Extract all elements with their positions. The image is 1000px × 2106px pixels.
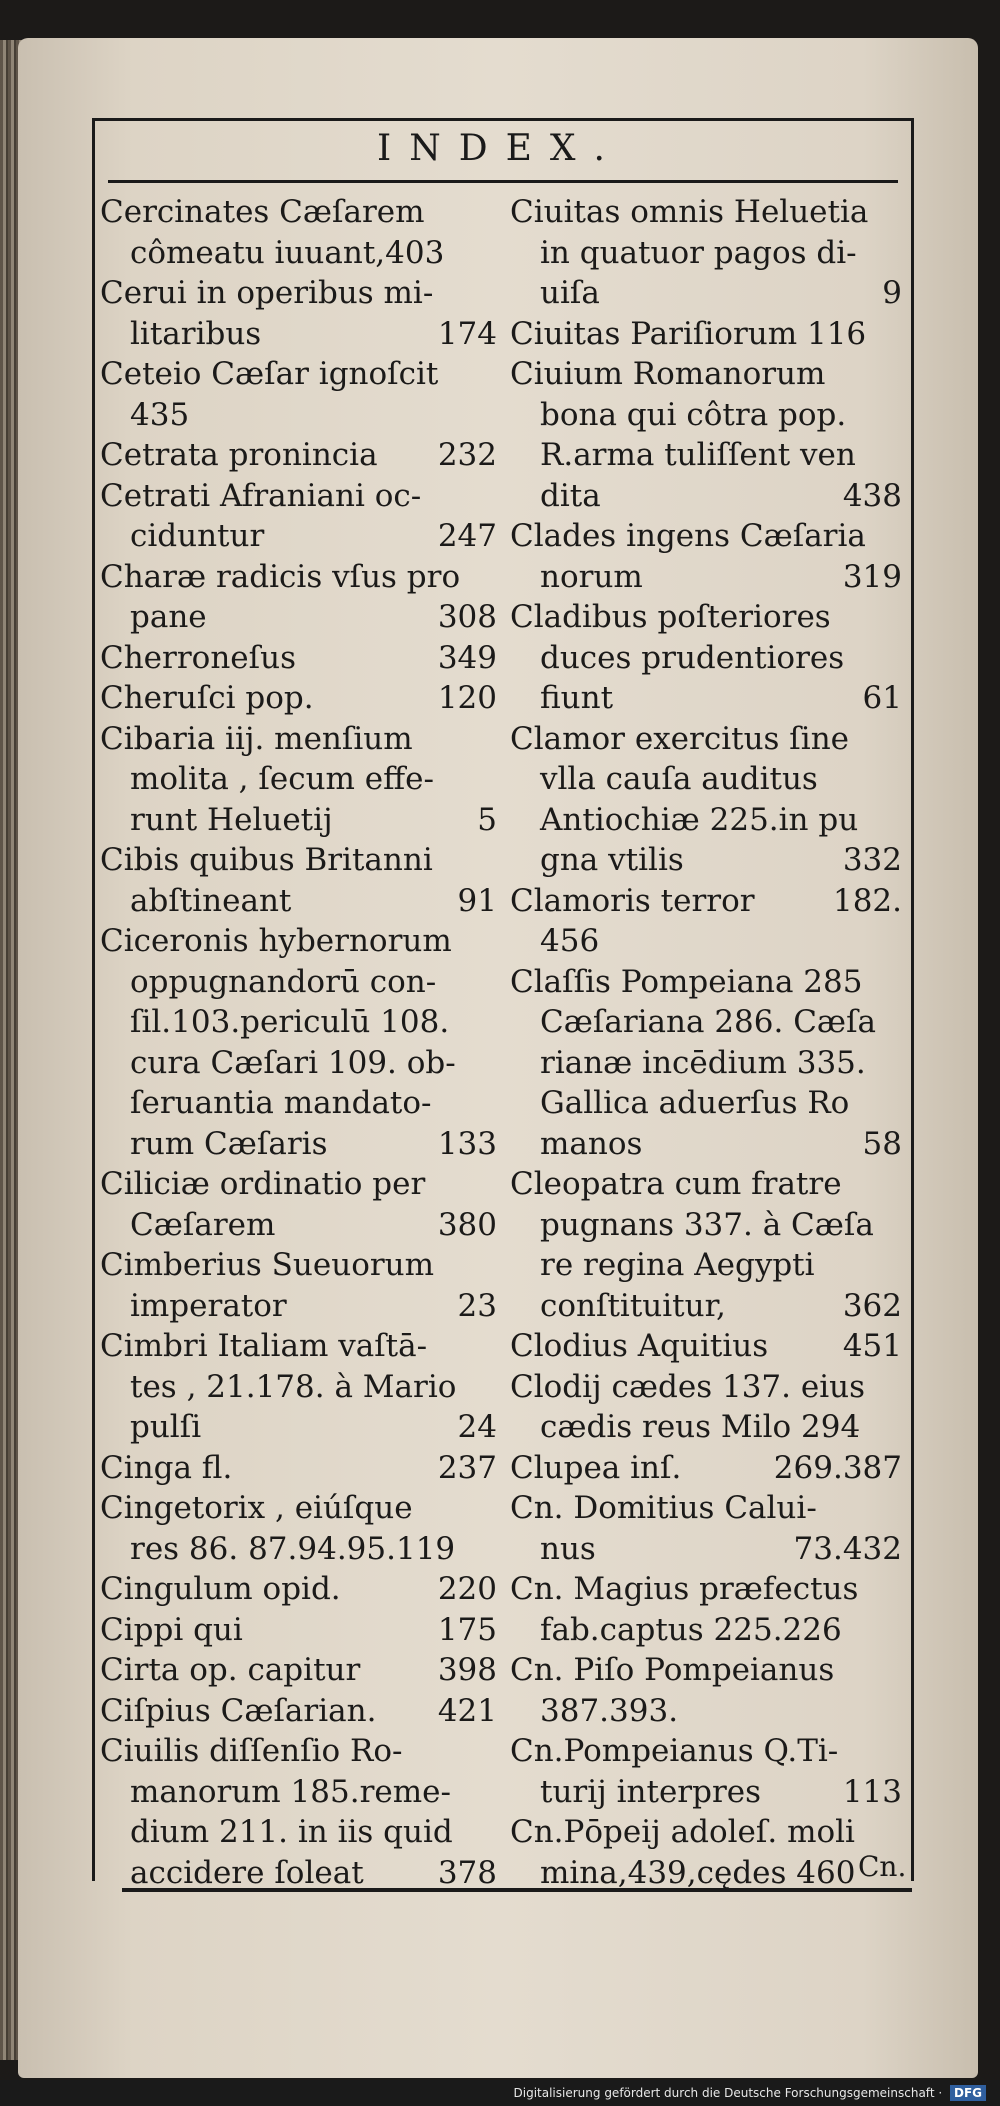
index-entry-line	[100, 719, 505, 760]
entry-text: 456	[540, 923, 600, 959]
entry-text: Cimbri Italiam vaſtā-	[100, 1328, 428, 1364]
index-entry-line	[510, 597, 910, 638]
index-entry-line	[100, 678, 505, 719]
entry-text: rum Cæſaris	[130, 1125, 328, 1162]
entry-page-number: 398	[437, 1652, 497, 1688]
index-entry-line	[510, 1448, 910, 1489]
index-entry-line	[510, 1043, 910, 1084]
entry-text: gna vtilis	[540, 842, 684, 878]
index-entry-line	[100, 1650, 505, 1691]
entry-text: Clamoris terror	[510, 882, 755, 919]
index-entry-line	[510, 1853, 910, 1894]
entry-page-number: 438	[842, 477, 902, 514]
index-entry-line	[100, 962, 505, 1003]
index-entry-line	[510, 962, 910, 1003]
index-entry-line	[100, 395, 505, 436]
index-entry-line	[100, 759, 505, 800]
index-entry-line	[100, 1407, 505, 1448]
entry-text: Gallica aduerſus Ro	[540, 1085, 850, 1121]
index-entry-line	[100, 476, 505, 517]
entry-text: Charæ radicis vſus pro	[100, 558, 461, 595]
index-entry-line	[510, 1286, 910, 1327]
entry-page-number: 308	[437, 599, 497, 635]
index-entry-line	[510, 1407, 910, 1448]
index-entry-line	[510, 1569, 910, 1610]
entry-text: fab.captus 225.226	[540, 1611, 842, 1648]
entry-text: Cirta op. capitur	[100, 1652, 361, 1688]
entry-page-number: 133	[437, 1125, 497, 1162]
index-entry-line	[100, 233, 505, 274]
entry-text: Cn.Pōpeij adoleſ. moli	[510, 1814, 855, 1850]
index-entry-line	[100, 273, 505, 314]
index-entry-line	[100, 921, 505, 962]
index-entry-line	[510, 435, 910, 476]
index-entry-line	[510, 719, 910, 760]
index-entry-line	[100, 1245, 505, 1286]
entry-text: dium 211. in iis quid	[130, 1814, 453, 1850]
entry-text: Cingetorix , eiúſque	[100, 1490, 413, 1526]
entry-text: Cibaria iij. menſium	[100, 720, 413, 757]
index-column-right	[510, 192, 910, 1893]
entry-page-number: 91	[457, 882, 497, 919]
entry-text: mina,439,cędes 460	[540, 1854, 856, 1891]
index-entry-line	[510, 192, 910, 233]
entry-text: Cheruſci pop.	[100, 680, 314, 716]
entry-page-number: 332	[842, 842, 902, 878]
entry-text: 387.393.	[540, 1692, 679, 1729]
entry-text: Ciuitas Pariſiorum 116	[510, 315, 867, 352]
entry-text: pane	[130, 599, 207, 635]
entry-text: fiunt	[540, 680, 614, 716]
index-column-left	[100, 192, 505, 1893]
entry-text: uiſa	[540, 275, 600, 311]
entry-page-number: 120	[437, 680, 497, 716]
entry-text: oppugnandorū con-	[130, 963, 437, 1000]
page-title: INDEX.	[377, 128, 623, 169]
index-entry-line	[100, 1853, 505, 1894]
entry-page-number: 319	[842, 558, 902, 595]
entry-text: Cherroneſus	[100, 639, 296, 676]
entry-text: in quatuor pagos di-	[540, 234, 857, 271]
header-rule	[108, 180, 898, 183]
entry-text: cura Cæſari 109. ob-	[130, 1044, 456, 1081]
index-entry-line	[100, 1124, 505, 1165]
entry-text: Cingulum opid.	[100, 1571, 341, 1607]
dfg-logo: DFG	[950, 2085, 986, 2101]
index-entry-line	[510, 1529, 910, 1570]
entry-text: Cn. Piſo Pompeianus	[510, 1652, 835, 1688]
index-entry-line	[100, 1569, 505, 1610]
index-entry-line	[510, 1245, 910, 1286]
entry-text: Cippi qui	[100, 1611, 243, 1648]
entry-page-number: 451	[842, 1328, 902, 1364]
index-entry-line	[510, 1610, 910, 1651]
entry-text: Cimberius Sueuorum	[100, 1247, 435, 1283]
entry-text: Clodius Aquitius	[510, 1328, 769, 1364]
entry-page-number: 349	[437, 639, 497, 676]
index-entry-line	[100, 1083, 505, 1124]
entry-text: Cinga fl.	[100, 1449, 233, 1486]
index-entry-line	[510, 1488, 910, 1529]
entry-page-number: 220	[437, 1571, 497, 1607]
entry-text: Ciuium Romanorum	[510, 356, 826, 392]
entry-page-number: 23	[457, 1287, 497, 1324]
entry-page-number: 5	[477, 801, 497, 838]
index-entry-line	[100, 557, 505, 598]
entry-page-number: 175	[437, 1611, 497, 1648]
entry-text: Cæſarem	[130, 1206, 276, 1243]
entry-page-number: 237	[437, 1449, 497, 1486]
index-entry-line	[510, 1731, 910, 1772]
index-entry-line	[510, 1164, 910, 1205]
index-entry-line	[510, 840, 910, 881]
entry-text: Clupea inſ.	[510, 1449, 682, 1486]
entry-text: runt Heluetij	[130, 801, 333, 838]
entry-text: Cerui in operibus mi-	[100, 275, 434, 311]
index-entry-line	[100, 800, 505, 841]
entry-text: dita	[540, 477, 601, 514]
index-entry-line	[100, 314, 505, 355]
entry-text: Ciuilis diſſenſio Ro-	[100, 1733, 403, 1769]
index-entry-line	[510, 1326, 910, 1367]
index-entry-line	[100, 516, 505, 557]
index-entry-line	[100, 1448, 505, 1489]
entry-text: vlla cauſa auditus	[540, 761, 818, 797]
entry-text: Ciuitas omnis Heluetia	[510, 194, 869, 230]
entry-text: nus	[540, 1530, 596, 1567]
index-entry-line	[100, 1164, 505, 1205]
entry-text: turij interpres	[540, 1773, 762, 1810]
index-entry-line	[100, 192, 505, 233]
index-entry-line	[510, 1367, 910, 1408]
footer-bar	[0, 2080, 1000, 2106]
index-entry-line	[510, 476, 910, 517]
entry-text: Antiochiæ 225.in pu	[540, 801, 859, 838]
index-entry-line	[100, 1691, 505, 1732]
entry-page-number: 362	[842, 1287, 902, 1324]
entry-text: Cercinates Cæſarem	[100, 194, 425, 230]
entry-text: 435	[130, 396, 190, 433]
entry-page-number: 73.432	[793, 1530, 902, 1567]
entry-page-number: 421	[437, 1692, 497, 1729]
entry-text: Cetrata pronincia	[100, 437, 378, 473]
index-entry-line	[100, 1488, 505, 1529]
index-entry-line	[510, 516, 910, 557]
entry-text: Clamor exercitus ſine	[510, 720, 850, 757]
index-entry-line	[510, 800, 910, 841]
entry-page-number: 174	[437, 315, 497, 352]
entry-text: Cn. Domitius Calui-	[510, 1490, 817, 1526]
index-entry-line	[510, 921, 910, 962]
entry-page-number: 182.	[832, 882, 902, 919]
entry-text: Cæſariana 286. Cæſa	[540, 1004, 877, 1040]
index-entry-line	[100, 1043, 505, 1084]
index-entry-line	[510, 557, 910, 598]
index-entry-line	[510, 354, 910, 395]
index-entry-line	[100, 435, 505, 476]
entry-page-number: 232	[437, 437, 497, 473]
index-entry-line	[510, 273, 910, 314]
index-entry-line	[510, 1083, 910, 1124]
entry-page-number: 269.387	[773, 1449, 902, 1486]
entry-page-number: 24	[457, 1409, 497, 1445]
entry-text: ciduntur	[130, 518, 265, 554]
index-entry-line	[100, 597, 505, 638]
index-entry-line	[100, 1286, 505, 1327]
entry-text: litaribus	[130, 315, 262, 352]
entry-text: ſil.103.periculū 108.	[130, 1004, 450, 1040]
entry-text: tes , 21.178. à Mario	[130, 1368, 457, 1405]
entry-text: cômeatu iuuant,403	[130, 234, 445, 271]
entry-text: Cibis quibus Britanni	[100, 842, 433, 878]
entry-text: bona qui côtra pop.	[540, 396, 847, 433]
index-entry-line	[100, 638, 505, 679]
entry-text: Ciceronis hybernorum	[100, 923, 452, 959]
entry-text: cædis reus Milo 294	[540, 1409, 861, 1445]
entry-text: Claſſis Pompeiana 285	[510, 963, 863, 1000]
entry-text: Cn.Pompeianus Q.Ti-	[510, 1733, 839, 1769]
entry-text: manorum 185.reme-	[130, 1773, 451, 1810]
entry-text: Cn. Magius præfectus	[510, 1571, 859, 1607]
index-entry-line	[510, 1812, 910, 1853]
entry-page-number: 61	[862, 680, 902, 716]
entry-text: duces prudentiores	[540, 639, 845, 676]
entry-text: ſeruantia mandato-	[130, 1085, 432, 1121]
index-entry-line	[510, 678, 910, 719]
entry-text: pugnans 337. à Cæſa	[540, 1206, 874, 1243]
entry-text: accidere ſoleat	[130, 1854, 364, 1891]
footer-text: Digitalisierung gefördert durch die Deutsche Forschungsgemeinschaft ·	[513, 2086, 943, 2100]
index-entry-line	[510, 1124, 910, 1165]
index-entry-line	[510, 233, 910, 274]
entry-page-number: 113	[842, 1773, 902, 1810]
index-entry-line	[100, 1812, 505, 1853]
entry-text: Cladibus poſteriores	[510, 599, 831, 635]
index-entry-line	[100, 354, 505, 395]
entry-text: res 86. 87.94.95.119	[130, 1530, 456, 1567]
entry-text: pulſi	[130, 1409, 202, 1445]
entry-text: norum	[540, 558, 643, 595]
entry-text: Cetrati Afraniani oc-	[100, 477, 422, 514]
entry-text: molita , ſecum effe-	[130, 761, 434, 797]
index-entry-line	[510, 1650, 910, 1691]
entry-page-number: 58	[862, 1125, 902, 1162]
index-entry-line	[510, 1772, 910, 1813]
entry-text: Ceteio Cæſar ignoſcit	[100, 356, 439, 392]
index-entry-line	[100, 1610, 505, 1651]
index-entry-line	[100, 1205, 505, 1246]
index-entry-line	[510, 881, 910, 922]
entry-page-number: 378	[437, 1854, 497, 1891]
entry-text: re regina Aegypti	[540, 1247, 815, 1283]
index-entry-line	[510, 638, 910, 679]
entry-page-number: 247	[437, 518, 497, 554]
index-entry-line	[100, 1529, 505, 1570]
index-entry-line	[100, 1002, 505, 1043]
index-entry-line	[100, 1326, 505, 1367]
index-entry-line	[100, 881, 505, 922]
catchword: Cn.	[858, 1850, 907, 1883]
entry-text: abſtineant	[130, 882, 292, 919]
entry-text: conſtituitur,	[540, 1287, 726, 1324]
index-entry-line	[510, 759, 910, 800]
index-entry-line	[100, 840, 505, 881]
index-entry-line	[510, 395, 910, 436]
entry-text: Ciſpius Cæſarian.	[100, 1692, 377, 1729]
index-entry-line	[510, 1205, 910, 1246]
entry-text: Cleopatra cum fratre	[510, 1166, 842, 1202]
entry-text: rianæ incēdium 335.	[540, 1044, 866, 1081]
entry-text: imperator	[130, 1287, 287, 1324]
entry-text: Clodij cædes 137. eius	[510, 1368, 865, 1405]
index-entry-line	[510, 1691, 910, 1732]
index-entry-line	[100, 1772, 505, 1813]
entry-text: Ciliciæ ordinatio per	[100, 1166, 426, 1202]
entry-text: R.arma tuliſſent ven	[540, 437, 856, 473]
entry-text: manos	[540, 1125, 643, 1162]
index-entry-line	[510, 314, 910, 355]
index-entry-line	[100, 1731, 505, 1772]
entry-page-number: 9	[882, 275, 902, 311]
index-entry-line	[510, 1002, 910, 1043]
entry-text: Clades ingens Cæſaria	[510, 518, 866, 554]
entry-page-number: 380	[437, 1206, 497, 1243]
index-entry-line	[100, 1367, 505, 1408]
